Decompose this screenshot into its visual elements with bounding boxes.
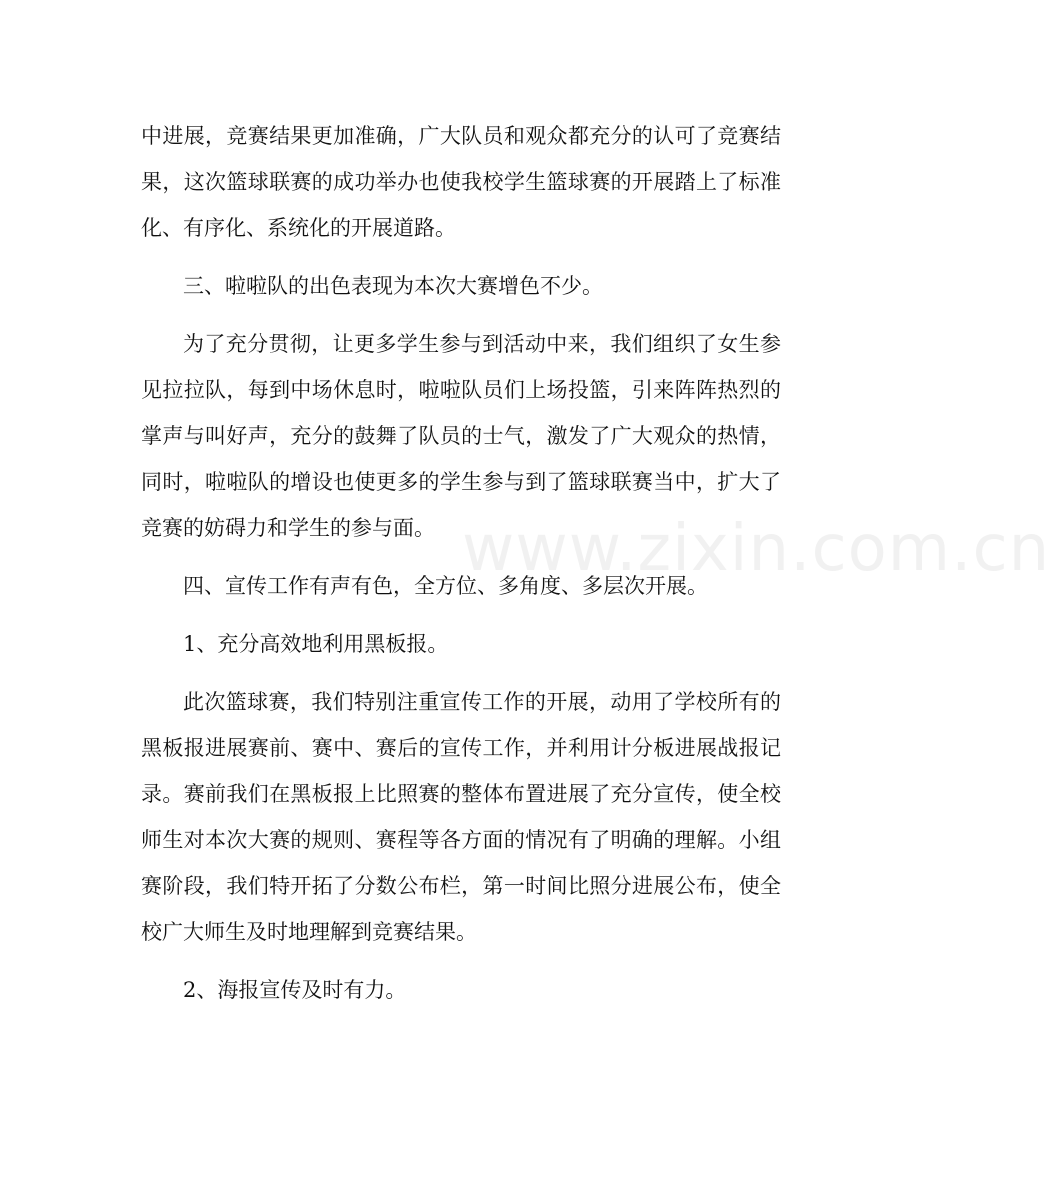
paragraph [141,321,781,551]
text-line: 中进展，竞赛结果更加准确，广大队员和观众都充分的认可了竞赛结 [141,124,781,148]
text-line: 四、宣传工作有声有色，全方位、多角度、多层次开展。 [183,574,708,598]
text-line: 师生对本次大赛的规则、赛程等各方面的情况有了明确的理解。小组 [141,828,781,852]
text-line: 此次篮球赛，我们特别注重宣传工作的开展，动用了学校所有的 [183,690,781,714]
paragraph [141,113,781,251]
subsection-heading [141,967,781,1013]
watermark: www.zixin.com.cn [462,512,1050,586]
text-line: 黑板报进展赛前、赛中、赛后的宣传工作，并利用计分板进展战报记 [141,736,781,760]
document-body [141,113,781,1025]
text-line: 1、充分高效地利用黑板报。 [183,632,449,656]
text-line: 赛阶段，我们特开拓了分数公布栏，第一时间比照分进展公布，使全 [141,874,781,898]
text-line: 录。赛前我们在黑板报上比照赛的整体布置进展了充分宣传，使全校 [141,782,781,806]
text-line: 竞赛的妨碍力和学生的参与面。 [141,516,435,540]
text-line: 见拉拉队，每到中场休息时，啦啦队员们上场投篮，引来阵阵热烈的 [141,378,781,402]
text-line: 2、海报宣传及时有力。 [183,978,407,1002]
section-heading [141,263,781,309]
subsection-heading [141,621,781,667]
paragraph [141,679,781,955]
text-line: 三、啦啦队的出色表现为本次大赛增色不少。 [183,274,603,298]
text-line: 掌声与叫好声，充分的鼓舞了队员的士气，激发了广大观众的热情， [141,424,781,448]
text-line: 为了充分贯彻，让更多学生参与到活动中来，我们组织了女生参 [183,332,781,356]
text-line: 同时，啦啦队的增设也使更多的学生参与到了篮球联赛当中，扩大了 [141,470,781,494]
section-heading [141,563,781,609]
text-line: 化、有序化、系统化的开展道路。 [141,216,456,240]
text-line: 校广大师生及时地理解到竞赛结果。 [141,920,477,944]
text-line: 果，这次篮球联赛的成功举办也使我校学生篮球赛的开展踏上了标准 [141,170,781,194]
